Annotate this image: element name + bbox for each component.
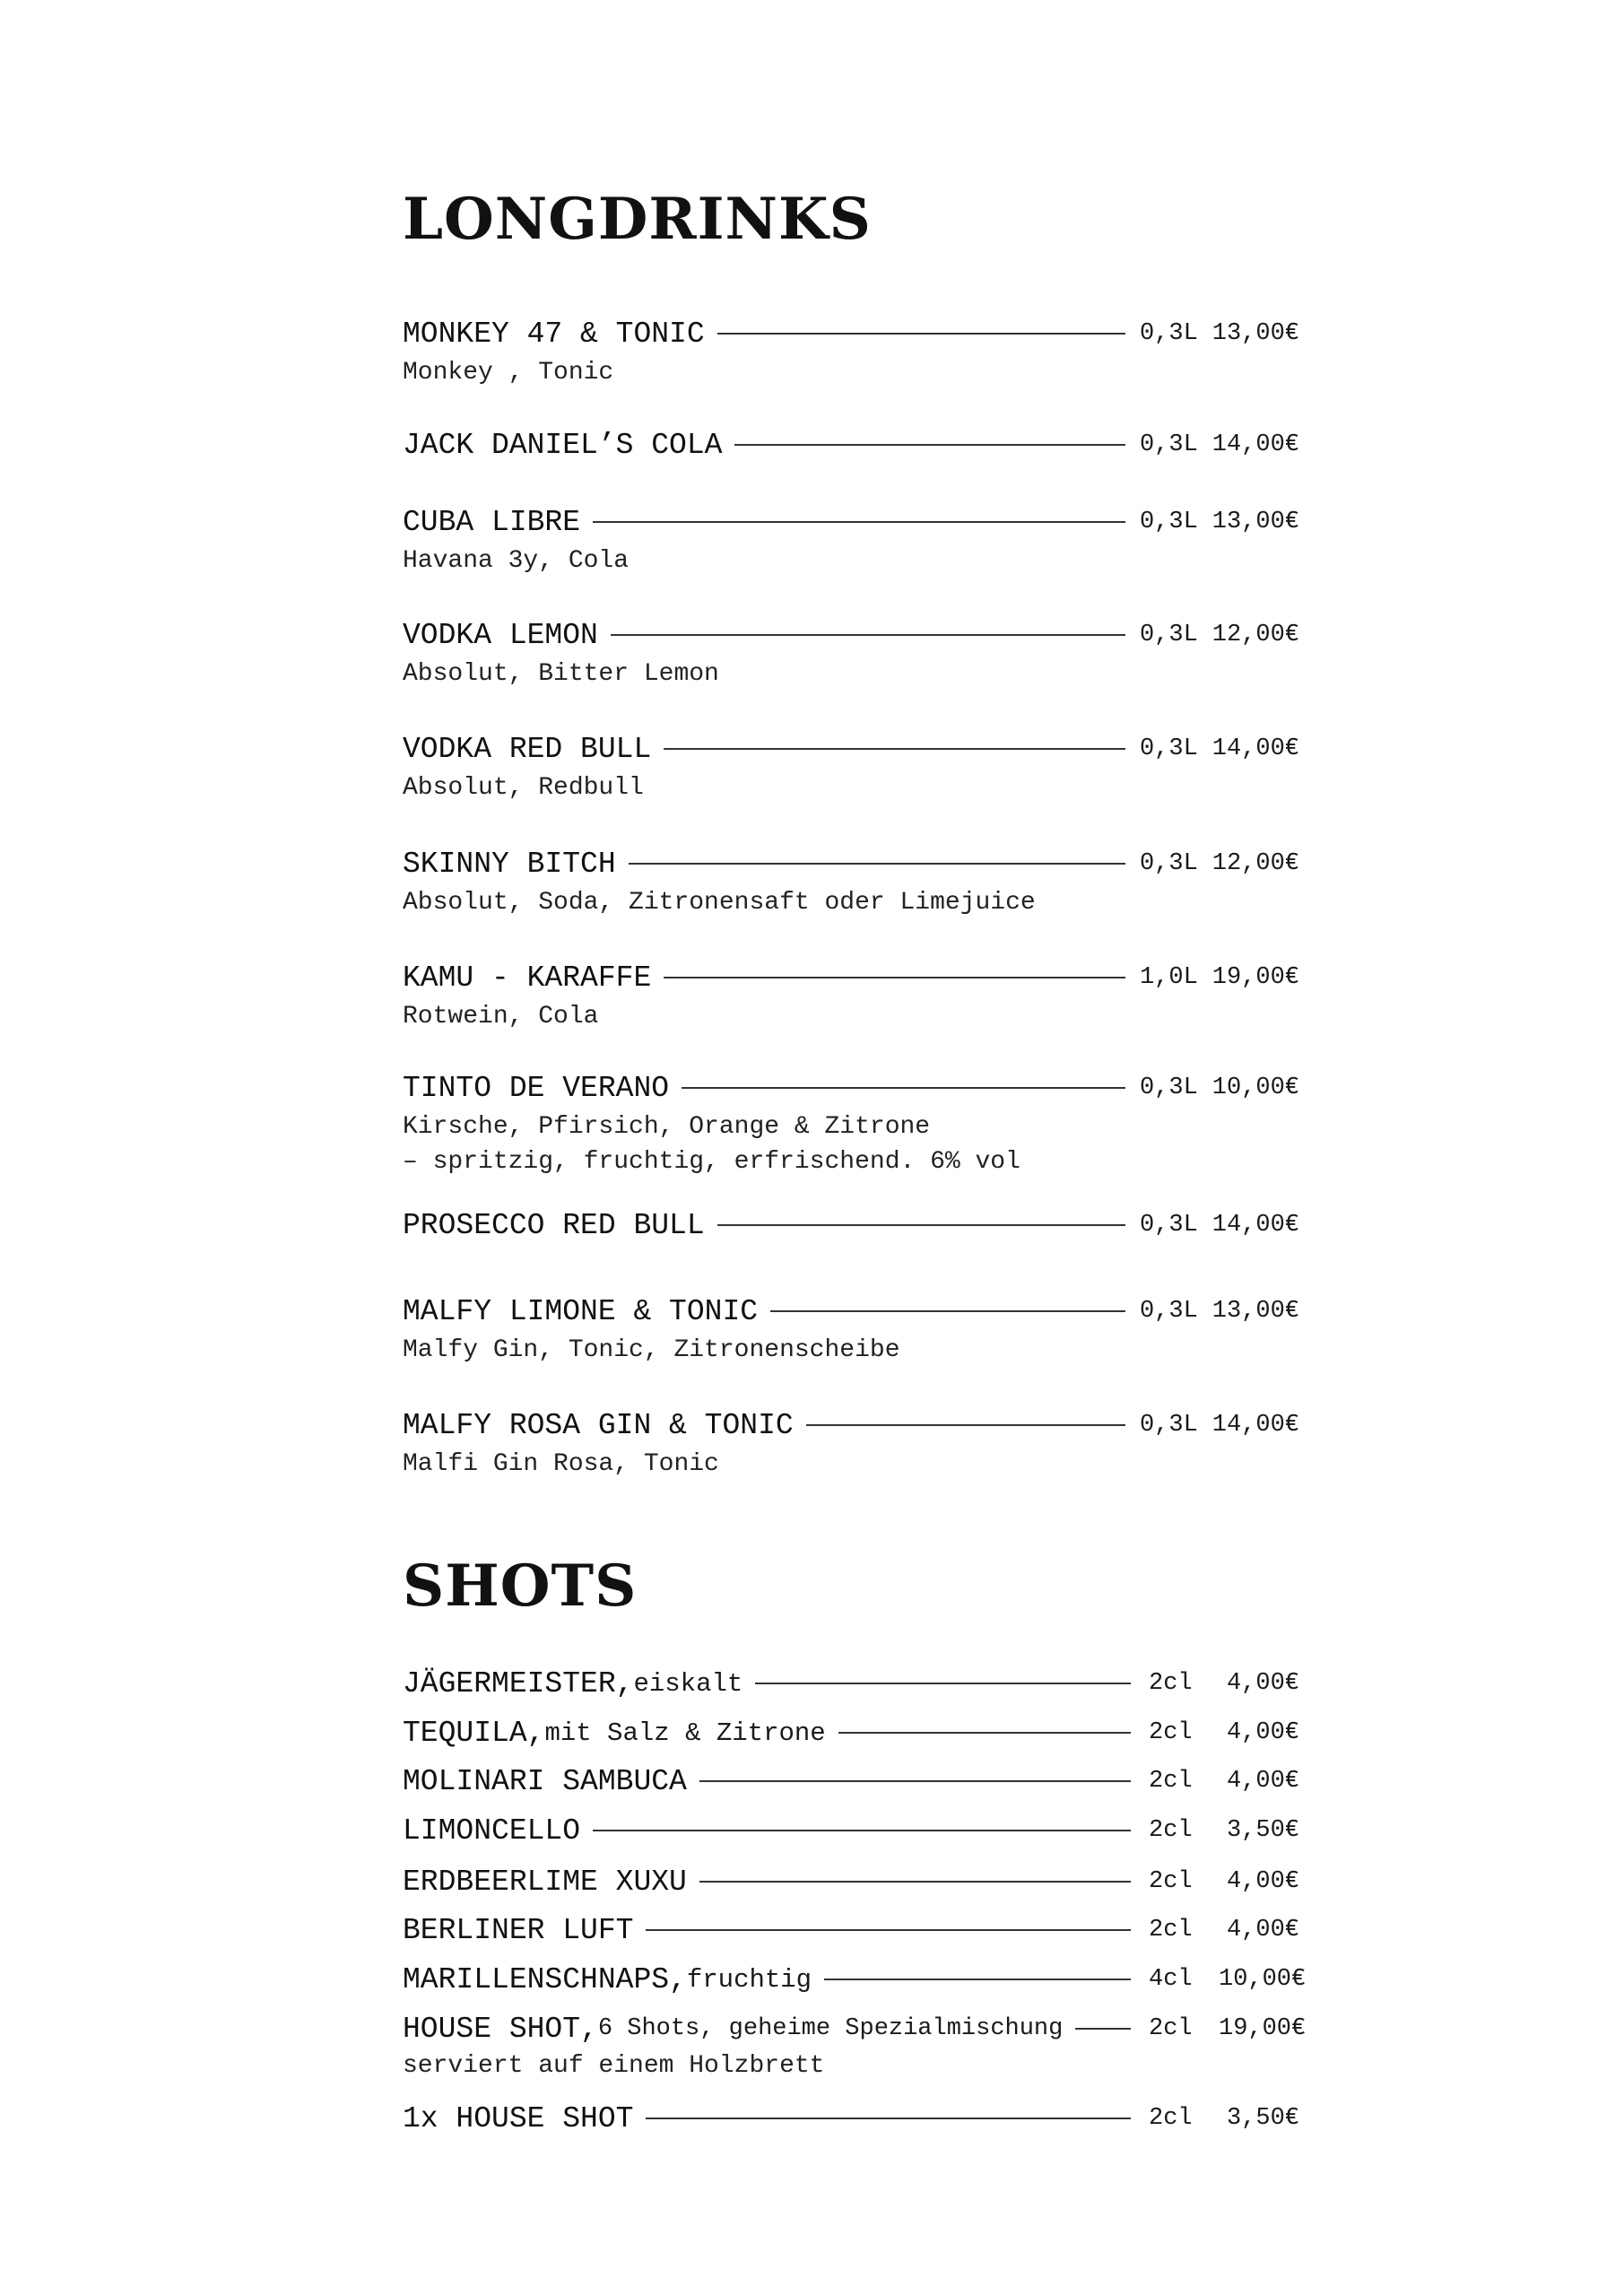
item-volume: 2cl (1149, 1817, 1193, 1844)
leader-line (593, 521, 1125, 523)
menu-item (403, 729, 1299, 805)
leader-line (806, 1424, 1125, 1426)
menu-item (403, 314, 1299, 390)
menu-item (403, 1761, 1299, 1801)
menu-item (403, 2099, 1299, 2138)
item-price: 14,00€ (1211, 431, 1299, 458)
item-note: mit Salz & Zitrone (544, 1718, 826, 1748)
item-volume: 0,3L (1139, 1412, 1198, 1439)
leader-line (593, 1830, 1131, 1831)
item-volume: 0,3L (1139, 1074, 1198, 1101)
item-name: TEQUILA, (403, 1716, 545, 1750)
leader-line (824, 1979, 1131, 1980)
item-price: 19,00€ (1219, 2015, 1307, 2042)
item-description: Havana 3y, Cola (403, 547, 630, 575)
item-price: 4,00€ (1226, 1868, 1299, 1895)
item-name: VODKA LEMON (403, 618, 598, 652)
item-volume: 0,3L (1139, 850, 1198, 877)
item-volume: 2cl (1149, 1917, 1193, 1944)
item-volume: 0,3L (1139, 622, 1198, 648)
item-price: 13,00€ (1211, 509, 1299, 535)
item-name: LIMONCELLO (403, 1813, 581, 1848)
item-price: 14,00€ (1211, 735, 1299, 762)
menu-item (403, 1068, 1299, 1179)
leader-line (717, 1224, 1125, 1226)
item-price: 4,00€ (1226, 1719, 1299, 1746)
item-description: Rotwein, Cola (403, 1003, 599, 1031)
item-name: MALFY ROSA GIN & TONIC (403, 1408, 794, 1442)
item-description: Kirsche, Pfirsich, Orange & Zitrone (403, 1113, 931, 1141)
leader-line (682, 1087, 1125, 1089)
item-price: 14,00€ (1211, 1412, 1299, 1439)
menu-item (403, 958, 1299, 1034)
item-description: serviert auf einem Holzbrett (403, 2052, 825, 2080)
item-price: 10,00€ (1219, 1966, 1307, 1993)
menu-item (403, 1205, 1299, 1245)
item-price: 14,00€ (1211, 1212, 1299, 1239)
section-title-shots: SHOTS (403, 1552, 638, 1620)
leader-line (770, 1310, 1125, 1312)
item-volume: 2cl (1149, 1868, 1193, 1895)
item-description: Absolut, Redbull (403, 774, 644, 802)
item-price: 12,00€ (1211, 622, 1299, 648)
item-volume: 2cl (1149, 1670, 1193, 1697)
menu-item (403, 1713, 1299, 1752)
item-description: Absolut, Soda, Zitronensaft oder Limejuice (403, 889, 1036, 917)
item-volume: 0,3L (1139, 735, 1198, 762)
menu-item (403, 844, 1299, 920)
item-name: MALFY LIMONE & TONIC (403, 1294, 759, 1328)
item-price: 13,00€ (1211, 1298, 1299, 1325)
item-price: 4,00€ (1226, 1670, 1299, 1697)
item-volume: 0,3L (1139, 509, 1198, 535)
item-name: VODKA RED BULL (403, 732, 652, 766)
item-name: SKINNY BITCH (403, 847, 616, 881)
item-volume: 4cl (1149, 1966, 1193, 1993)
item-volume: 0,3L (1139, 1298, 1198, 1325)
item-volume: 2cl (1149, 1719, 1193, 1746)
leader-line (755, 1683, 1131, 1684)
item-price: 3,50€ (1226, 2105, 1299, 2132)
item-price: 4,00€ (1226, 1768, 1299, 1795)
item-price: 13,00€ (1211, 320, 1299, 347)
item-description: Malfi Gin Rosa, Tonic (403, 1450, 719, 1478)
item-volume: 2cl (1149, 2105, 1193, 2132)
item-price: 10,00€ (1211, 1074, 1299, 1101)
item-description: Absolut, Bitter Lemon (403, 660, 719, 688)
menu-item (403, 1960, 1307, 1999)
item-volume: 0,3L (1139, 1212, 1198, 1239)
item-price: 4,00€ (1226, 1917, 1299, 1944)
item-name: MONKEY 47 & TONIC (403, 317, 705, 351)
leader-line (699, 1881, 1131, 1883)
item-description: Monkey , Tonic (403, 359, 614, 387)
leader-line (717, 333, 1125, 335)
item-price: 12,00€ (1211, 850, 1299, 877)
menu-item (403, 1664, 1299, 1703)
item-volume: 1,0L (1139, 964, 1198, 991)
menu-item (403, 1910, 1299, 1950)
item-name: JACK DANIEL’S COLA (403, 428, 723, 462)
leader-line (699, 1780, 1131, 1782)
item-volume: 0,3L (1139, 320, 1198, 347)
item-note: 6 Shots, geheime Spezialmischung (597, 2015, 1064, 2042)
item-description-2: – spritzig, fruchtig, erfrischend. 6% vol (403, 1148, 1020, 1176)
item-name: HOUSE SHOT, (403, 2012, 598, 2046)
item-name: CUBA LIBRE (403, 505, 581, 539)
item-name: PROSECCO RED BULL (403, 1208, 705, 1242)
menu-item (403, 502, 1299, 578)
item-name: JÄGERMEISTER, (403, 1666, 634, 1700)
item-note: eiskalt (633, 1668, 743, 1699)
leader-line (664, 748, 1125, 750)
item-volume: 2cl (1149, 1768, 1193, 1795)
menu-item (403, 615, 1299, 691)
leader-line (734, 444, 1125, 446)
item-name: MOLINARI SAMBUCA (403, 1764, 687, 1798)
item-price: 19,00€ (1211, 964, 1299, 991)
leader-line (1075, 2028, 1131, 2030)
leader-line (611, 634, 1125, 636)
item-price: 3,50€ (1226, 1817, 1299, 1844)
item-volume: 2cl (1149, 2015, 1193, 2042)
menu-item (403, 1292, 1299, 1368)
menu-item (403, 1862, 1299, 1901)
item-note: fruchtig (686, 1964, 812, 1995)
item-name: BERLINER LUFT (403, 1913, 634, 1947)
item-name: KAMU - KARAFFE (403, 961, 652, 995)
leader-line (838, 1732, 1131, 1734)
leader-line (664, 977, 1125, 978)
leader-line (646, 1929, 1131, 1931)
item-name: TINTO DE VERANO (403, 1071, 670, 1105)
section-title-longdrinks: LONGDRINKS (403, 186, 872, 253)
leader-line (629, 863, 1125, 865)
item-name: 1x HOUSE SHOT (403, 2101, 634, 2135)
menu-item (403, 2009, 1307, 2083)
menu-item (403, 425, 1299, 465)
leader-line (646, 2118, 1131, 2119)
menu-item (403, 1811, 1299, 1850)
menu-item (403, 1405, 1299, 1482)
item-description: Malfy Gin, Tonic, Zitronenscheibe (403, 1336, 900, 1364)
item-volume: 0,3L (1139, 431, 1198, 458)
item-name: ERDBEERLIME XUXU (403, 1865, 687, 1899)
item-name: MARILLENSCHNAPS, (403, 1962, 687, 1996)
